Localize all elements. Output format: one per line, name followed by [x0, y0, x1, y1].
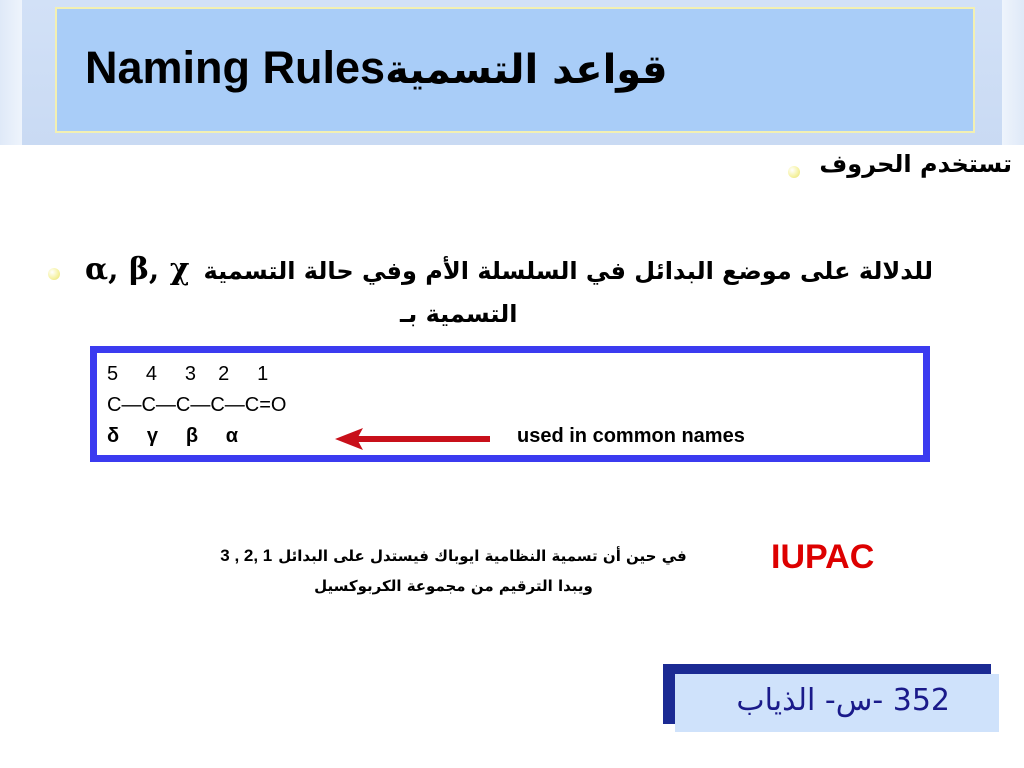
iupac-arabic-1: في حين أن تسمية النظامية ايوباك فيستدل على البدائل — [278, 547, 687, 565]
common-names-label: used in common names — [517, 425, 745, 447]
greek-letters: α, β, χ — [85, 252, 190, 287]
iupac-label: IUPAC — [771, 538, 875, 576]
bullet-dot-2 — [48, 268, 60, 280]
chain-greek-letters: δ γ β α — [107, 425, 239, 447]
iupac-line-1 — [186, 546, 721, 566]
title-arabic: قواعد التسمية — [385, 47, 668, 93]
bullet-1-text: تستخدم الحروف — [819, 150, 1012, 178]
footer-text: 352 -س- الذياب — [736, 683, 950, 718]
bullet-2-line-1 — [85, 252, 990, 287]
slide-title — [85, 42, 668, 94]
chain-formula: C—C—C—C—C=O — [107, 394, 287, 416]
title-english: Naming Rules — [85, 42, 386, 93]
iupac-line-2: ويبدا الترقيم من مجموعة الكربوكسيل — [314, 577, 593, 595]
bullet-2-line-2: التسمية بـ — [400, 300, 518, 328]
bullet-2-arabic: للدلالة على موضع البدائل في السلسلة الأم وفي حالة التسمية — [203, 257, 933, 285]
iupac-numbers: 3 , 2, 1 — [220, 546, 273, 565]
bullet-dot-1 — [788, 166, 800, 178]
chain-position-numbers: 5 4 3 2 1 — [107, 363, 269, 385]
left-arrow-icon — [335, 426, 495, 452]
